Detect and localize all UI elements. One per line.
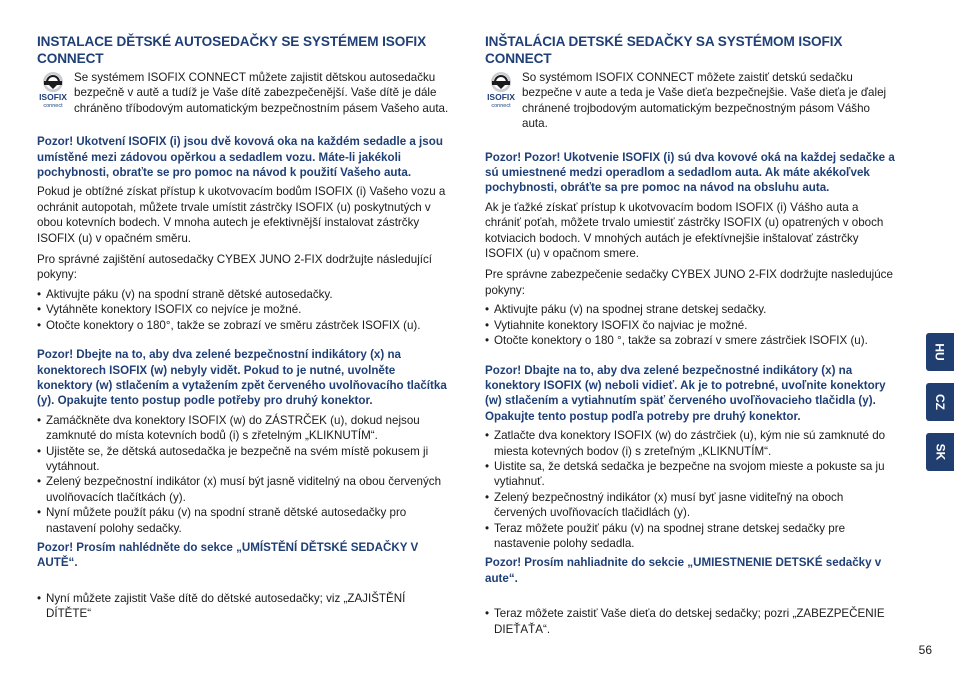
list-item: • Teraz môžete použiť páku (v) na spodnej strane detskej sedačky pre nastavenie polohy sedadla. [485,521,897,552]
list-item: • Aktivujte páku (v) na spodní straně dětské autosedačky. [37,287,449,302]
intro-text: So systémom ISOFIX CONNECT môžete zaistiť detskú sedačku bezpečne v aute a teda je Vaše dieťa bezpečnejšie. Vaše dieťa je ďalej chránené trojbodovým automatickým bezpečnostným pásom Vášho auta. [522,71,887,131]
steps-list-2 [37,413,449,536]
list-item: • Aktivujte páku (v) na spodnej strane detskej sedačky. [485,302,897,317]
warning-see-section: Pozor! Prosím nahlédněte do sekce „UMÍSTĚNÍ DĚTSKÉ SEDAČKY V AUTĚ“. [37,540,419,570]
list-item: • Nyní můžete použít páku (v) na spodní straně dětské autosedačky pro nastavení polohy sedačky. [37,505,449,536]
paragraph-instructions: Pro správné zajištění autosedačky CYBEX JUNO 2-FIX dodržujte následující pokyny: [37,253,433,282]
list-item: • Nyní můžete zajistit Vaše dítě do dětské autosedačky; viz „ZAJIŠTĚNÍ DÍTĚTE“ [37,591,449,622]
paragraph-instructions: Pre správne zabezpečenie sedačky CYBEX JUNO 2-FIX dodržujte nasledujúce pokyny: [485,268,893,297]
steps-list-1 [485,302,897,348]
paragraph-access: Ak je ťažké získať prístup k ukotvovacím bodom ISOFIX (i) Vášho auta a chrániť poťah, môžete trvalo umiestiť zástrčky ISOFIX (u) opatrených v oboch kotviacich bodoch. V mnohých autách je efektívnejšie inštalovať zástrčky ISOFIX (u) v opačnom smere. [485,200,884,261]
warning-indicators: Pozor! Dbajte na to, aby dva zelené bezpečnostné indikátory (x) na konektory ISOFIX (w) neboli vidieť. Ak je to potrebné, uvoľnite konektory (w) stlačením a vytiahnutím späť červeného uvoľňovacieho tlačidla (y). Opakujte tento postup podľa potreby pre druhý konektor. [485,363,886,423]
left-column [37,33,449,622]
steps-list-3 [485,606,897,637]
language-tab-hu[interactable]: HU [926,333,954,371]
list-item: • Uistite sa, že detská sedačka je bezpečne na svojom mieste a pokuste sa ju vytiahnuť. [485,459,897,490]
list-item: • Vytáhněte konektory ISOFIX co nejvíce je možné. [37,302,449,317]
list-item: • Zatlačte dva konektory ISOFIX (w) do zástrčiek (u), kým nie sú zamknuté do miesta kotevných bodov (i) s zreteľným „KLIKNUTÍM“. [485,428,897,459]
list-item: • Zelený bezpečnostný indikátor (x) musí byť jasne viditeľný na oboch červených uvoľňovacích tlačidlách (y). [485,490,897,521]
list-item: • Teraz môžete zaistiť Vaše dieťa do detskej sedačky; pozri „ZABEZPEČENIE DIEŤAŤA“. [485,606,897,637]
svg-text:ISOFIX: ISOFIX [39,92,67,102]
isofix-connect-logo [37,71,69,109]
paragraph-access: Pokud je obtížné získat přístup k ukotvovacím bodům ISOFIX (i) Vašeho vozu a ochránit autopotah, můžete trvale umístit zástrčky ISOFIX (u) poskytnutých v obou kotevních bodech. V mnoha autech je efektivnější instalovat zástrčky ISOFIX (u) v opačném směru. [37,185,446,245]
right-column [485,33,897,637]
list-item: • Vytiahnite konektory ISOFIX čo najviac je možné. [485,318,897,333]
warning-anchors: Pozor! Pozor! Ukotvenie ISOFIX (i) sú dva kovové oká na každej sedačke a sú umiestnené medzi operadlom a sedadlom auta. Ak máte akékoľvek pochybnosti, obráťte sa pre pomoc na návod na obsluhu auta. [485,150,895,195]
intro-block [37,70,449,116]
list-item: • Ujistěte se, že dětská autosedačka je bezpečně na svém místě pokusem ji vytáhnout. [37,444,449,475]
language-tab-sk[interactable]: SK [926,433,954,471]
svg-text:connect: connect [43,103,63,109]
svg-text:ISOFIX: ISOFIX [487,92,515,102]
intro-text: Se systémem ISOFIX CONNECT můžete zajistit dětskou autosedačku bezpečně v autě a tudíž je Vaše dítě zabezpečenější. Vaše dítě je dále chráněno tříbodovým automatickým bezpečnostním pásem Vašeho auta. [74,71,449,115]
page-number: 56 [918,643,932,657]
list-item: • Zamáčkněte dva konektory ISOFIX (w) do ZÁSTRČEK (u), dokud nejsou zamknuté do místa kotevních bodů (i) s zřetelným „KLIKNUTÍM“. [37,413,449,444]
svg-text:connect: connect [491,103,511,109]
section-title: INSTALACE DĚTSKÉ AUTOSEDAČKY SE SYSTÉMEM ISOFIX CONNECT [37,34,427,66]
intro-block [485,70,897,132]
steps-list-3 [37,591,449,622]
section-title: INŠTALÁCIA DETSKÉ SEDAČKY SA SYSTÉMOM ISOFIX CONNECT [485,34,843,66]
warning-anchors: Pozor! Ukotvení ISOFIX (i) jsou dvě kovová oka na každém sedadle a jsou umístěné mezi zádovou opěrkou a sedadlem vozu. Máte-li jakékoli pochybnosti, obraťte se pro pomoc na návod k použití Vašeho auta. [37,135,443,180]
warning-indicators: Pozor! Dbejte na to, aby dva zelené bezpečnostní indikátory (x) na konektorech ISOFIX (w) nebyly vidět. Pokud to je nutné, uvolněte konektory (w) stlačením a vytažením zpět červeného uvolňovacího tlačítka (y). Opakujte tento postup podle potřeby pro druhý konektor. [37,348,447,408]
isofix-connect-logo [485,71,517,109]
language-tab-cz[interactable]: CZ [926,383,954,421]
list-item: • Otočte konektory o 180°, takže se zobrazí ve směru zástrček ISOFIX (u). [37,318,449,333]
steps-list-2 [485,428,897,551]
warning-see-section: Pozor! Prosím nahliadnite do sekcie „UMIESTNENIE DETSKÉ sedačky v aute“. [485,556,882,585]
list-item: • Otočte konektory o 180 °, takže sa zobrazí v smere zástrčiek ISOFIX (u). [485,333,897,348]
steps-list-1 [37,287,449,333]
list-item: • Zelený bezpečnostní indikátor (x) musí být jasně viditelný na obou červených uvolňovacích tlačítkách (y). [37,474,449,505]
